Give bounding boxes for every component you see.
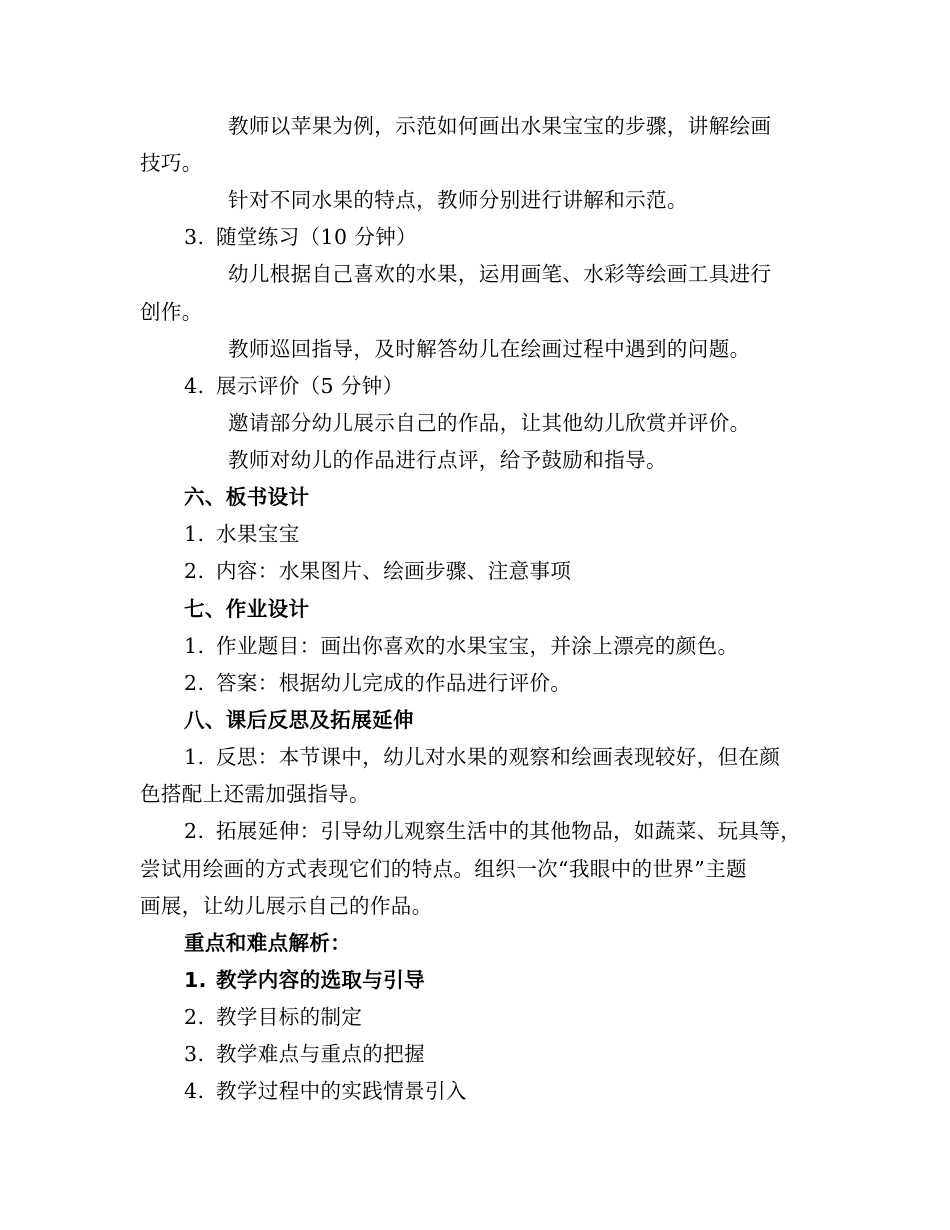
section-heading: 八、课后反思及拓展延伸 xyxy=(184,708,414,732)
list-number: 2. xyxy=(184,671,205,695)
list-item: 3. 随堂练习（10 分钟） xyxy=(184,225,418,249)
list-item: 1. 教学内容的选取与引导 xyxy=(184,968,425,992)
list-item: 2. 答案：根据幼儿完成的作品进行评价。 xyxy=(184,671,572,695)
list-number: 2. xyxy=(184,1005,205,1029)
list-item: 2. 教学目标的制定 xyxy=(184,1005,363,1029)
paragraph-line: 尝试用绘画的方式表现它们的特点。组织一次“我眼中的世界”主题 xyxy=(140,857,747,881)
list-number: 4. xyxy=(184,1079,205,1103)
list-number: 1. xyxy=(184,745,205,769)
list-number: 2. xyxy=(184,559,205,583)
paragraph-line: 画展，让幼儿展示自己的作品。 xyxy=(140,894,433,918)
list-number: 3. xyxy=(184,1042,205,1066)
paragraph-line: 邀请部分幼儿展示自己的作品，让其他幼儿欣赏并评价。 xyxy=(228,411,751,435)
list-item: 1. 水果宝宝 xyxy=(184,522,300,546)
list-item: 1. 作业题目：画出你喜欢的水果宝宝，并涂上漂亮的颜色。 xyxy=(184,634,739,658)
list-item: 2. 内容：水果图片、绘画步骤、注意事项 xyxy=(184,559,572,583)
list-item: 2. 拓展延伸：引导幼儿观察生活中的其他物品，如蔬菜、玩具等， xyxy=(184,819,802,843)
paragraph-line: 幼儿根据自己喜欢的水果，运用画笔、水彩等绘画工具进行 xyxy=(228,262,772,286)
list-item: 3. 教学难点与重点的把握 xyxy=(184,1042,425,1066)
paragraph-line: 技巧。 xyxy=(140,151,203,175)
list-item: 4. 教学过程中的实践情景引入 xyxy=(184,1079,467,1103)
list-number: 1. xyxy=(184,634,205,658)
paragraph-line: 创作。 xyxy=(140,300,203,324)
list-number: 3. xyxy=(184,225,205,249)
list-number: 2. xyxy=(184,819,205,843)
list-item: 4. 展示评价（5 分钟） xyxy=(184,374,404,398)
paragraph-line: 教师巡回指导，及时解答幼儿在绘画过程中遇到的问题。 xyxy=(228,337,751,361)
paragraph-line: 针对不同水果的特点，教师分别进行讲解和示范。 xyxy=(228,188,688,212)
list-number: 1. xyxy=(184,968,207,992)
section-heading: 重点和难点解析： xyxy=(184,931,352,955)
list-number: 4. xyxy=(184,374,205,398)
list-item: 1. 反思：本节课中，幼儿对水果的观察和绘画表现较好，但在颜 xyxy=(184,745,781,769)
paragraph-line: 教师对幼儿的作品进行点评，给予鼓励和指导。 xyxy=(228,448,667,472)
paragraph-line: 色搭配上还需加强指导。 xyxy=(140,782,370,806)
section-heading: 七、作业设计 xyxy=(184,597,310,621)
paragraph-line: 教师以苹果为例，示范如何画出水果宝宝的步骤，讲解绘画 xyxy=(228,114,772,138)
list-number: 1. xyxy=(184,522,205,546)
section-heading: 六、板书设计 xyxy=(184,485,310,509)
